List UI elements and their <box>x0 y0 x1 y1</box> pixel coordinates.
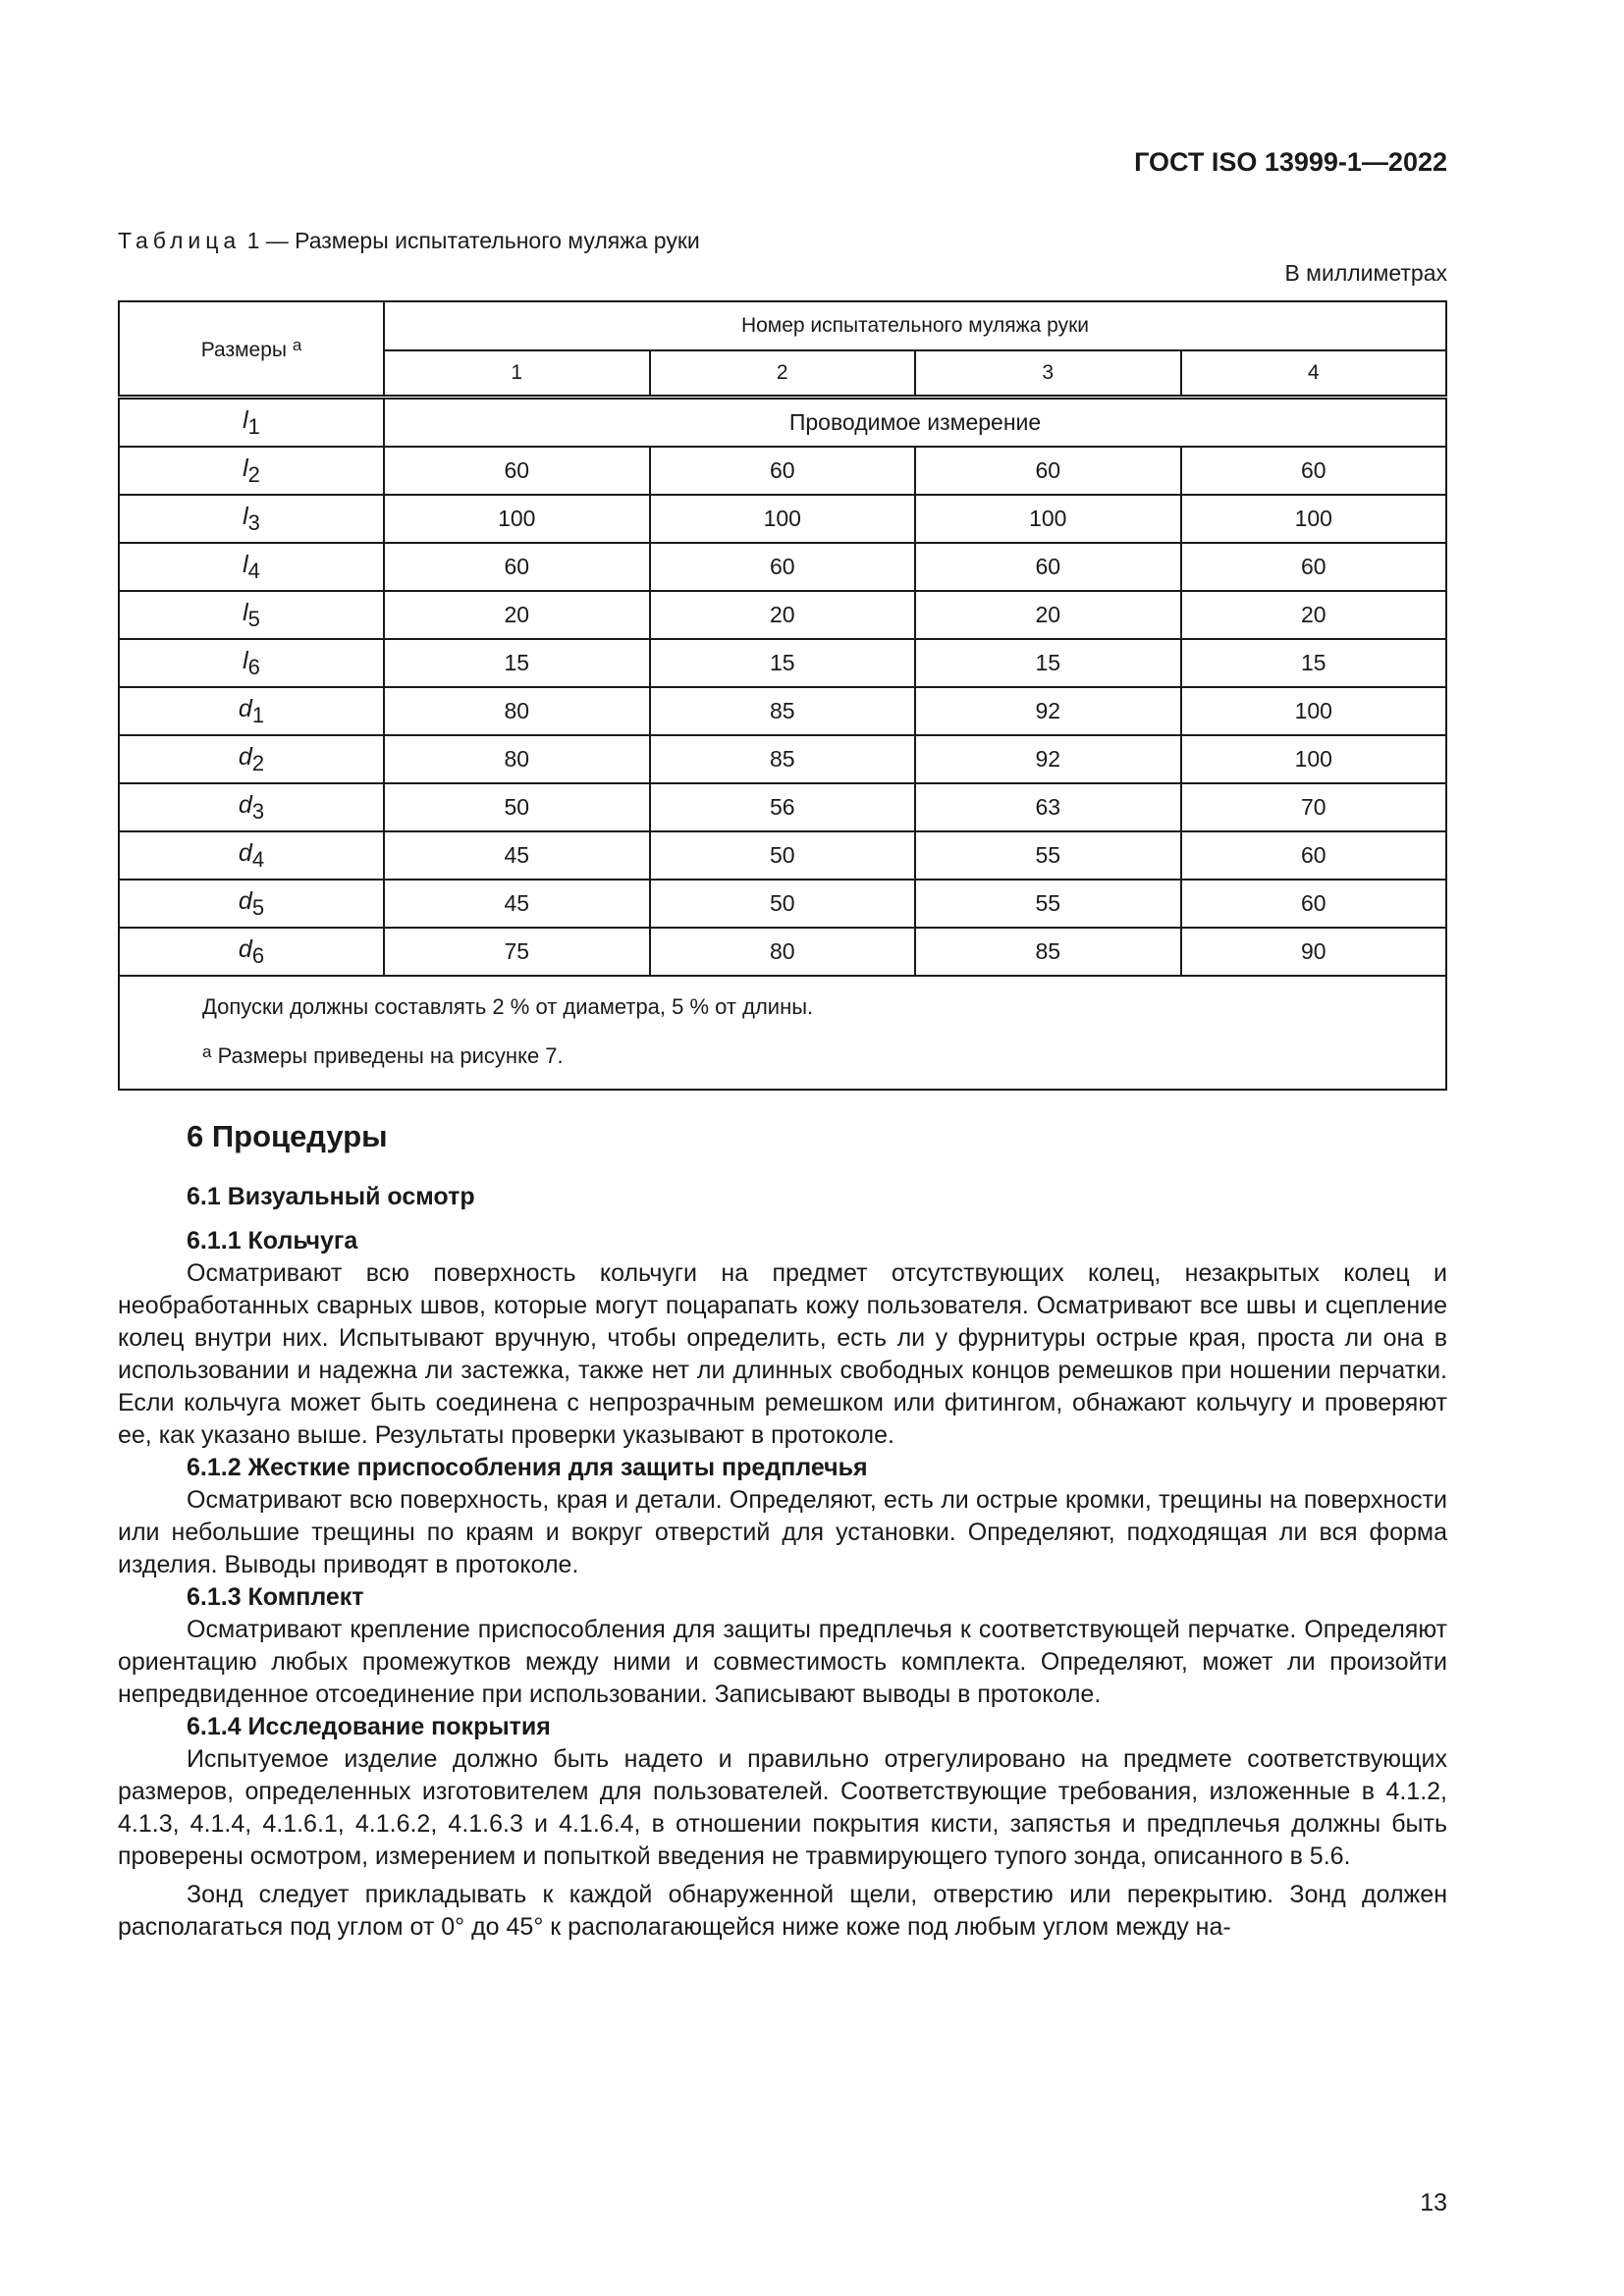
column-header: 4 <box>1181 350 1447 398</box>
dimension-symbol: $d_3$ <box>119 783 384 831</box>
tolerance-note: Допуски должны составлять 2 % от диаметра, 5 % от длины. <box>202 994 814 1019</box>
table-cell: 60 <box>384 447 650 495</box>
table-cell-span: Проводимое измерение <box>384 398 1446 448</box>
dimension-symbol: $l_1$ <box>119 398 384 448</box>
dimension-symbol: $l_3$ <box>119 495 384 543</box>
table-caption-title: 1 — Размеры испытательного муляжа руки <box>241 228 700 253</box>
footnote: $^a$ Размеры приведены на рисунке 7. <box>202 1042 564 1068</box>
subsection-heading: 6.1.1 Кольчуга <box>187 1227 358 1255</box>
table-cell: 60 <box>1181 831 1447 880</box>
dimension-symbol: $d_4$ <box>119 831 384 880</box>
table-cell: 100 <box>650 495 916 543</box>
table-cell: 15 <box>384 639 650 687</box>
table-cell: 15 <box>915 639 1181 687</box>
body-paragraph: Осматривают всю поверхность кольчуги на предмет отсутствующих колец, незакрытых колец и необработанных сварных швов, которые могут поцарапать кожу пользователя. Осматривают все швы и сцепление колец внутри них. Испытывают вручную, чтобы определить, есть ли у фурнитуры острые края, проста ли она в использовании и надежна ли застежка, также нет ли длинных свободных концов ремешков при ношении перчатки. Если кольчуга может быть соединена с непрозрачным ремешком или фитингом, обнажают кольчугу и проверяют ее, как указано выше. Результаты проверки указывают в протоколе. <box>118 1259 1447 1449</box>
table-cell: 100 <box>915 495 1181 543</box>
table-cell: 50 <box>650 831 916 880</box>
table-row <box>119 495 1446 543</box>
table-cell: 20 <box>1181 591 1447 639</box>
dimension-symbol: $d_6$ <box>119 928 384 976</box>
table-cell: 60 <box>915 543 1181 591</box>
table-cell: 80 <box>384 735 650 783</box>
dimension-symbol: $d_1$ <box>119 687 384 735</box>
table-cell: 100 <box>1181 687 1447 735</box>
table-cell: 15 <box>1181 639 1447 687</box>
table-notes <box>119 976 1446 1090</box>
table-row <box>119 543 1446 591</box>
table-cell: 60 <box>650 447 916 495</box>
table-cell: 92 <box>915 735 1181 783</box>
table-row <box>119 880 1446 928</box>
subsection-heading: 6.1.4 Исследование покрытия <box>187 1713 551 1740</box>
dimension-symbol: $l_4$ <box>119 543 384 591</box>
table-cell: 63 <box>915 783 1181 831</box>
table-row <box>119 687 1446 735</box>
table-cell: 50 <box>384 783 650 831</box>
table-cell: 20 <box>384 591 650 639</box>
table-cell: 80 <box>384 687 650 735</box>
table-row <box>119 928 1446 976</box>
table-cell: 20 <box>650 591 916 639</box>
table-row <box>119 831 1446 880</box>
table-row <box>119 398 1446 448</box>
table-cell: 85 <box>650 735 916 783</box>
table-cell: 55 <box>915 880 1181 928</box>
document-code: ГОСТ ISO 13999-1—2022 <box>1134 147 1447 177</box>
body-paragraph: Испытуемое изделие должно быть надето и правильно отрегулировано на предмете соответствующих размеров, определенных изготовителем для пользователей. Соответствующие требования, изложенные в 4.1.2, 4.1.3, 4.1.4, 4.1.6.1, 4.1.6.2, 4.1.6.3 и 4.1.6.4, в отношении покрытия кисти, запястья и предплечья должны быть проверены осмотром, измерением и попыткой введения не травмирующего тупого зонда, описанного в 5.6. <box>118 1745 1447 1870</box>
dimension-symbol: $l_2$ <box>119 447 384 495</box>
table-cell: 15 <box>650 639 916 687</box>
table-cell: 60 <box>650 543 916 591</box>
table-cell: 80 <box>650 928 916 976</box>
dimension-symbol: $l_5$ <box>119 591 384 639</box>
table-row <box>119 783 1446 831</box>
table-cell: 55 <box>915 831 1181 880</box>
body-paragraph: Осматривают крепление приспособления для защиты предплечья к соответствующей перчатке. Определяют ориентацию любых промежутков между ними и совместимость комплекта. Определяют, может ли произойти непредвиденное отсоединение при использовании. Записывают выводы в протоколе. <box>118 1616 1447 1708</box>
table-cell: 90 <box>1181 928 1447 976</box>
body-paragraph: Зонд следует прикладывать к каждой обнаруженной щели, отверстию или перекрытию. Зонд должен располагаться под углом от 0° до 45° к располагающейся ниже коже под любым углом между на- <box>118 1881 1447 1941</box>
column-header: 2 <box>650 350 916 398</box>
table-row <box>119 735 1446 783</box>
table-caption <box>118 228 700 254</box>
table-cell: 60 <box>1181 447 1447 495</box>
group-header: Номер испытательного муляжа руки <box>384 301 1446 350</box>
table-cell: 45 <box>384 831 650 880</box>
column-header: 3 <box>915 350 1181 398</box>
table-row <box>119 639 1446 687</box>
section-title: 6 Процедуры <box>187 1119 388 1153</box>
dimension-header: Размеры $^a$ <box>119 301 384 398</box>
subsection-title: 6.1 Визуальный осмотр <box>187 1183 475 1210</box>
table-cell: 50 <box>650 880 916 928</box>
table-row <box>119 447 1446 495</box>
subsection-heading: 6.1.2 Жесткие приспособления для защиты предплечья <box>187 1454 868 1481</box>
table-cell: 60 <box>384 543 650 591</box>
dimension-symbol: $l_6$ <box>119 639 384 687</box>
table-cell: 85 <box>915 928 1181 976</box>
table-cell: 100 <box>384 495 650 543</box>
table-cell: 85 <box>650 687 916 735</box>
body-paragraph: Осматривают всю поверхность, края и детали. Определяют, есть ли острые кромки, трещины на поверхности или небольшие трещины по краям и вокруг отверстий для установки. Определяют, подходящая ли вся форма изделия. Выводы приводят в протоколе. <box>118 1486 1447 1578</box>
table-caption-label: Таблица <box>118 228 242 253</box>
dimension-symbol: $d_5$ <box>119 880 384 928</box>
page-number: 13 <box>1420 2189 1447 2216</box>
table-cell: 45 <box>384 880 650 928</box>
table-row <box>119 591 1446 639</box>
table-cell: 100 <box>1181 735 1447 783</box>
table-cell: 56 <box>650 783 916 831</box>
table-cell: 92 <box>915 687 1181 735</box>
subsection-heading: 6.1.3 Комплект <box>187 1583 364 1611</box>
table-units: В миллиметрах <box>1284 260 1447 286</box>
table-cell: 60 <box>1181 543 1447 591</box>
table-cell: 70 <box>1181 783 1447 831</box>
dimensions-table <box>118 300 1447 1091</box>
table-cell: 20 <box>915 591 1181 639</box>
table-cell: 100 <box>1181 495 1447 543</box>
table-cell: 75 <box>384 928 650 976</box>
table-cell: 60 <box>1181 880 1447 928</box>
dimension-symbol: $d_2$ <box>119 735 384 783</box>
column-header: 1 <box>384 350 650 398</box>
table-cell: 60 <box>915 447 1181 495</box>
procedures-text <box>118 1225 1447 1944</box>
